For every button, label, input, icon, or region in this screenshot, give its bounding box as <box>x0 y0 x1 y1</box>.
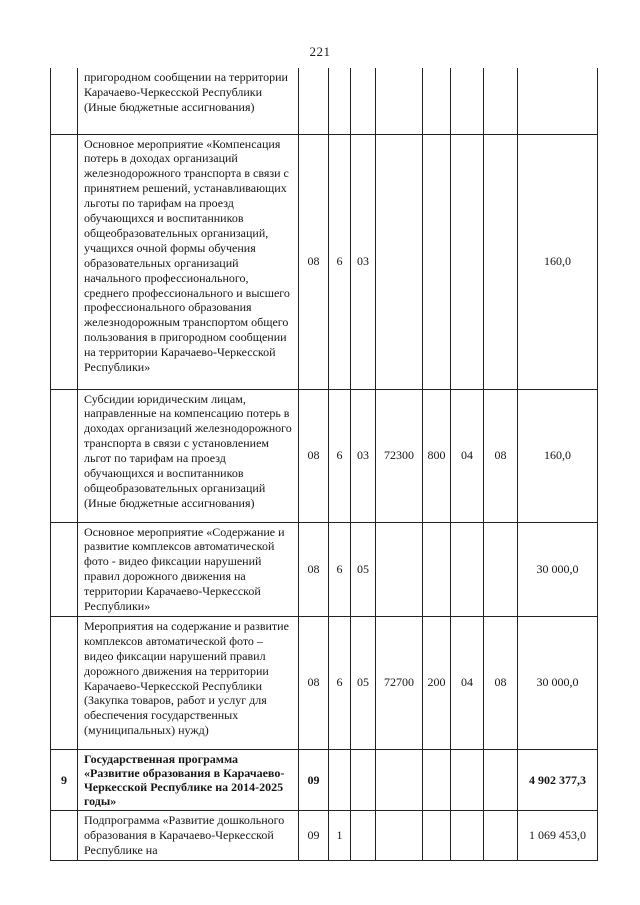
code-cell <box>351 810 376 860</box>
code-cell <box>351 749 376 810</box>
code-cell: 1 <box>329 810 351 860</box>
code-cell <box>451 68 484 134</box>
code-cell <box>423 522 451 616</box>
table-row <box>51 522 598 616</box>
code-cell: 6 <box>329 522 351 616</box>
code-cell: 6 <box>329 389 351 522</box>
name-cell: Мероприятия на содержание и развитие комплексов автоматической фото – видео фиксации нарушений правил дорожного движения на территории Карачаево-Черкесской Республики (Закупка товаров, работ и услуг для обеспечения государственных (муниципальных) нужд) <box>78 616 299 749</box>
code-cell <box>423 749 451 810</box>
code-cell <box>484 134 518 389</box>
budget-table <box>50 68 598 861</box>
code-cell <box>451 810 484 860</box>
code-cell <box>451 749 484 810</box>
amount-cell <box>518 68 598 134</box>
name-cell: Государственная программа «Развитие образования в Карачаево-Черкесской Республике на 2014-2025 годы» <box>78 749 299 810</box>
code-cell: 6 <box>329 616 351 749</box>
code-cell <box>451 522 484 616</box>
row-number-cell <box>51 522 78 616</box>
code-cell <box>423 134 451 389</box>
table-row <box>51 616 598 749</box>
code-cell <box>484 749 518 810</box>
page-number: 221 <box>309 44 331 59</box>
name-cell: Подпрограмма «Развитие дошкольного образования в Карачаево-Черкесской Республике на <box>78 810 299 860</box>
name-cell: пригородном сообщении на территории Карачаево-Черкесской Республики (Иные бюджетные ассигнования) <box>78 68 299 134</box>
amount-cell: 30 000,0 <box>518 616 598 749</box>
code-cell <box>484 68 518 134</box>
code-cell <box>376 749 423 810</box>
row-number-cell <box>51 134 78 389</box>
code-cell: 72700 <box>376 616 423 749</box>
code-cell: 04 <box>451 389 484 522</box>
code-cell <box>376 68 423 134</box>
row-number-cell: 9 <box>51 749 78 810</box>
row-number-cell <box>51 389 78 522</box>
code-cell <box>329 749 351 810</box>
code-cell: 03 <box>351 134 376 389</box>
code-cell: 03 <box>351 389 376 522</box>
row-number-cell <box>51 810 78 860</box>
amount-cell: 30 000,0 <box>518 522 598 616</box>
code-cell <box>423 810 451 860</box>
code-cell <box>351 68 376 134</box>
code-cell: 05 <box>351 522 376 616</box>
code-cell <box>329 68 351 134</box>
code-cell: 09 <box>299 749 329 810</box>
name-cell: Основное мероприятие «Содержание и развитие комплексов автоматической фото - видео фиксации нарушений правил дорожного движения на территории Карачаево-Черкесской Республики» <box>78 522 299 616</box>
code-cell: 08 <box>484 616 518 749</box>
code-cell: 08 <box>299 522 329 616</box>
code-cell <box>376 810 423 860</box>
code-cell <box>484 522 518 616</box>
name-cell: Субсидии юридическим лицам, направленные на компенсацию потерь в доходах организаций железнодорожного транспорта в связи с установлением льгот по тарифам на проезд обучающихся и воспитанников общеобразовательных организаций (Иные бюджетные ассигнования) <box>78 389 299 522</box>
code-cell: 05 <box>351 616 376 749</box>
budget-table-body <box>51 68 598 860</box>
code-cell <box>423 68 451 134</box>
code-cell <box>299 68 329 134</box>
row-number-cell <box>51 68 78 134</box>
code-cell <box>451 134 484 389</box>
code-cell: 800 <box>423 389 451 522</box>
row-number-cell <box>51 616 78 749</box>
table-row <box>51 749 598 810</box>
table-row <box>51 389 598 522</box>
code-cell <box>376 522 423 616</box>
table-row <box>51 134 598 389</box>
code-cell: 6 <box>329 134 351 389</box>
name-cell: Основное мероприятие «Компенсация потерь в доходах организаций железнодорожного транспорта в связи с принятием решений, устанавливающих льготы по тарифам на проезд обучающихся и воспитанников общеобразовательных организаций, учащихся очной формы обучения образовательных организаций начального профессионального, среднего профессионального и высшего профессионального образования железнодорожным транспортом общего пользования в пригородном сообщении на территории Карачаево-Черкесской Республики» <box>78 134 299 389</box>
code-cell: 72300 <box>376 389 423 522</box>
code-cell: 04 <box>451 616 484 749</box>
code-cell: 09 <box>299 810 329 860</box>
code-cell: 08 <box>299 134 329 389</box>
amount-cell: 1 069 453,0 <box>518 810 598 860</box>
amount-cell: 160,0 <box>518 134 598 389</box>
code-cell: 08 <box>299 616 329 749</box>
amount-cell: 4 902 377,3 <box>518 749 598 810</box>
code-cell: 200 <box>423 616 451 749</box>
code-cell: 08 <box>299 389 329 522</box>
code-cell: 08 <box>484 389 518 522</box>
table-row <box>51 68 598 134</box>
code-cell <box>484 810 518 860</box>
amount-cell: 160,0 <box>518 389 598 522</box>
table-row <box>51 810 598 860</box>
code-cell <box>376 134 423 389</box>
